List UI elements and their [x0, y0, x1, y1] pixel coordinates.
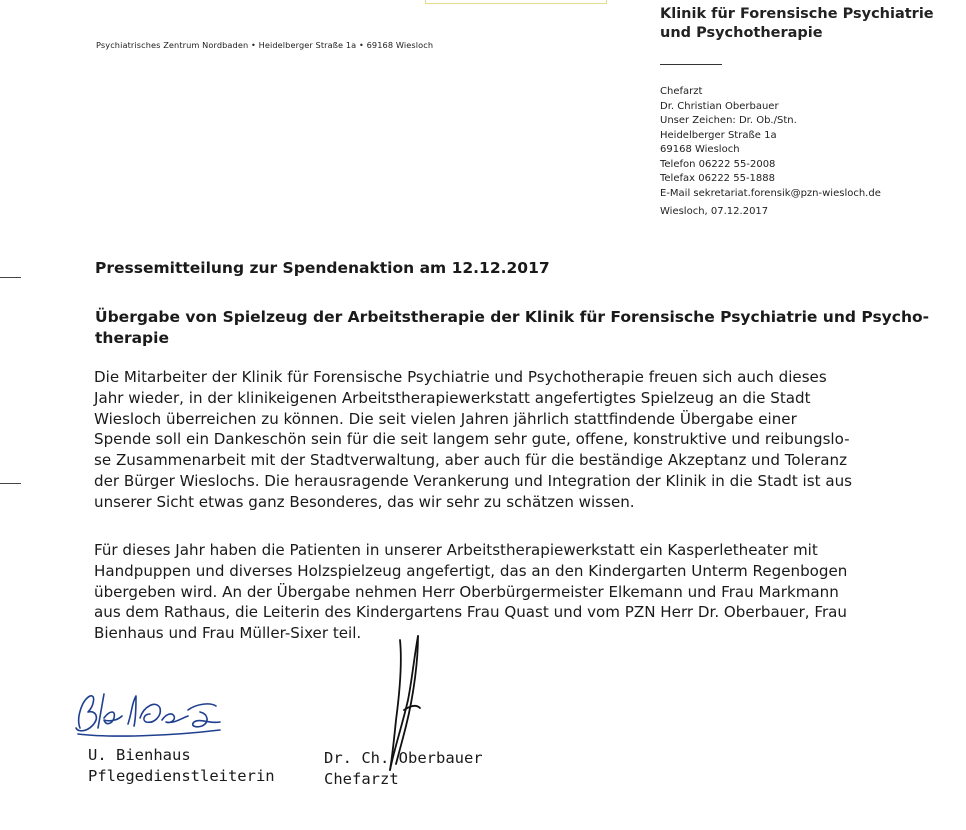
fold-mark-middle [0, 483, 21, 484]
signatory-left-role: Pflegedienstleiterin [88, 767, 275, 785]
paragraph-2 [94, 540, 847, 644]
press-release-title: Pressemitteilung zur Spendenaktion am 12.12.2017 [95, 259, 550, 277]
contact-phone: Telefon 06222 55-2008 [660, 158, 776, 170]
paragraph-1-line: der Bürger Wieslochs. Die herausragende Verankerung und Integration der Klinik in die Stadt ist aus [94, 471, 852, 490]
paragraph-1-line: unserer Sicht etwas ganz Besonderes, das wir sehr zu schätzen wissen. [94, 492, 635, 511]
paragraph-2-line: übergeben wird. An der Übergabe nehmen Herr Oberbürgermeister Elkemann und Frau Markmann [94, 582, 839, 601]
contact-street: Heidelberger Straße 1a [660, 129, 777, 141]
paragraph-1-line: Spende soll ein Dankeschön sein für die seit langem sehr gute, offene, konstruktive und reibungslo- [94, 430, 850, 449]
paragraph-2-line: Handpuppen und diverses Holzspielzeug angefertigt, das an den Kindergarten Unterm Regenbogen [94, 561, 848, 580]
signatory-right-role: Chefarzt [324, 770, 399, 788]
signatory-left [88, 745, 275, 787]
clinic-name-line-1: Klinik für Forensische Psychiatrie [660, 6, 934, 22]
contact-reference: Unser Zeichen: Dr. Ob./Stn. [660, 115, 797, 126]
clinic-name-line-2: und Psychotherapie [660, 25, 823, 41]
signature-bienhaus [70, 688, 240, 748]
top-edge-box [425, 0, 607, 4]
press-release-subtitle [95, 307, 930, 349]
paragraph-1 [94, 367, 852, 513]
subtitle-line-1: Übergabe von Spielzeug der Arbeitstherapie der Klinik für Forensische Psychiatrie und Psycho- [95, 308, 930, 326]
paragraph-2-line: Bienhaus und Frau Müller-Sixer teil. [94, 624, 362, 643]
signatory-left-name: U. Bienhaus [88, 746, 191, 764]
paragraph-1-line: Jahr wieder, in der klinikeigenen Arbeitstherapiewerkstatt angefertigtes Spielzeug an die Stadt [94, 388, 811, 407]
clinic-name [660, 5, 934, 43]
signatory-right [324, 748, 483, 790]
contact-role: Chefarzt [660, 86, 703, 97]
contact-fax: Telefax 06222 55-1888 [660, 173, 776, 184]
contact-block [660, 85, 881, 201]
contact-city: 69168 Wiesloch [660, 144, 740, 155]
subtitle-line-2: therapie [95, 329, 169, 347]
paragraph-2-line: aus dem Rathaus, die Leiterin des Kindergartens Frau Quast und vom PZN Herr Dr. Oberbauer, Frau [94, 603, 847, 622]
signatory-right-name: Dr. Ch. Oberbauer [324, 749, 483, 767]
sender-line: Psychiatrisches Zentrum Nordbaden • Heidelberger Straße 1a • 69168 Wiesloch [96, 40, 434, 50]
paragraph-1-line: Wiesloch überreichen zu können. Die seit vielen Jahren jährlich stattfindende Übergabe einer [94, 409, 797, 428]
paragraph-2-line: Für dieses Jahr haben die Patienten in unserer Arbeitstherapiewerkstatt ein Kasperletheater mit [94, 541, 818, 559]
letterhead-divider [660, 64, 722, 65]
contact-person: Dr. Christian Oberbauer [660, 100, 779, 112]
letter-date: Wiesloch, 07.12.2017 [660, 206, 769, 217]
paragraph-1-line: Die Mitarbeiter der Klinik für Forensische Psychiatrie und Psychotherapie freuen sich auch dieses [94, 368, 827, 386]
paragraph-1-line: se Zusammenarbeit mit der Stadtverwaltung, aber auch für die beständige Akzeptanz und Toleranz [94, 451, 848, 470]
fold-mark-top [0, 277, 21, 278]
contact-email: E-Mail sekretariat.forensik@pzn-wiesloch.de [660, 187, 881, 199]
